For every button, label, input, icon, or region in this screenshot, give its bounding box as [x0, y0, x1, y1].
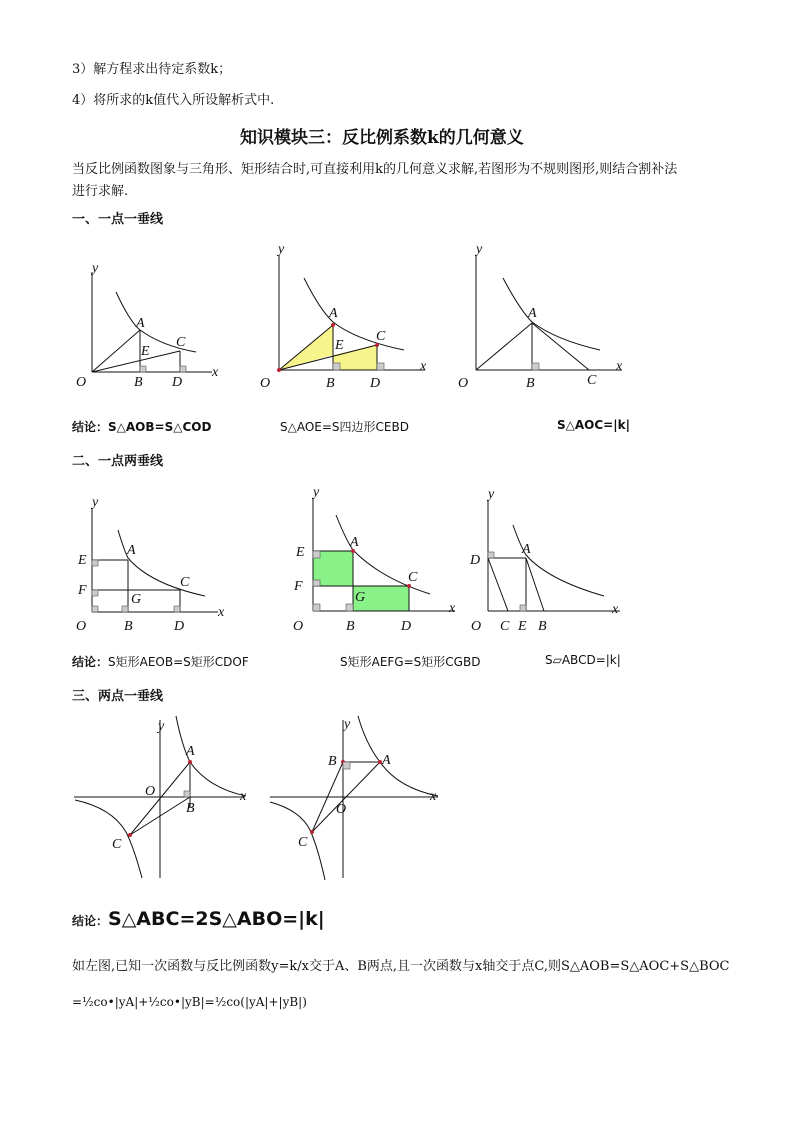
label-e: E: [518, 619, 527, 634]
intro-paragraph-line2: 进行求解.: [72, 184, 129, 199]
label-e: E: [78, 553, 87, 568]
x-axis-label: x: [616, 359, 623, 374]
conclusion-2-prefix: 结论：S矩形AEOB=S矩形CDOF: [72, 655, 249, 669]
y-axis-label: y: [313, 485, 320, 500]
conclusion-2a: S矩形AEOB=S矩形CDOF: [108, 655, 249, 669]
label-a: A: [522, 542, 531, 557]
y-axis-label: y: [158, 719, 165, 734]
y-axis-label: y: [278, 242, 285, 257]
label-b: B: [526, 376, 535, 391]
label-b: B: [186, 801, 195, 816]
label-d: D: [370, 376, 381, 391]
label-f: F: [78, 583, 87, 598]
conclusion-3: 结论：S△ABC=2S△ABO=|k|: [72, 908, 325, 930]
conclusion-3-formula: S△ABC=2S△ABO=|k|: [108, 908, 325, 930]
label-o: O: [145, 784, 156, 799]
x-axis-label: x: [240, 789, 247, 804]
label-e: E: [296, 545, 305, 560]
section-3-title: 三、两点一垂线: [72, 689, 164, 704]
conclusion-1-prefix: 结论：S△AOB=S△COD: [72, 420, 212, 434]
conclusion-1a: S△AOB=S△COD: [108, 420, 212, 434]
label-o: O: [76, 619, 87, 634]
section-2-title: 二、一点两垂线: [72, 454, 164, 469]
x-axis-label: x: [612, 602, 619, 617]
label-f: F: [294, 579, 303, 594]
conclusion-2c: S▱ABCD=|k|: [545, 653, 621, 667]
x-axis-label: x: [212, 365, 219, 380]
label-g: G: [131, 592, 142, 607]
label-g: G: [355, 590, 366, 605]
closing-line2: =½co•|yA|+½co•|yB|=½co(|yA|+|yB|): [72, 995, 307, 1009]
label-o: O: [76, 375, 87, 390]
label-b: B: [346, 619, 355, 634]
label-c: C: [180, 575, 190, 590]
label-a: A: [350, 535, 359, 550]
section-1-title: 一、一点一垂线: [72, 212, 164, 227]
x-axis-label: x: [420, 359, 427, 374]
conclusion-2b: S矩形AEFG=S矩形CGBD: [340, 655, 481, 669]
closing-line1: 如左图,已知一次函数与反比例函数y=k/x交于A、B两点,且一次函数与x轴交于点C,则S△AOB=S△AOC+S△BOC: [72, 959, 730, 974]
y-axis-label: y: [92, 261, 99, 276]
label-a: A: [136, 316, 145, 331]
step-4: 4）将所求的k值代入所设解析式中.: [72, 93, 275, 108]
x-axis-label: x: [449, 601, 456, 616]
label-b: B: [328, 754, 337, 769]
conclusion-1c: S△AOC=|k|: [557, 418, 630, 432]
label-c: C: [408, 570, 418, 585]
label-b: B: [124, 619, 133, 634]
step-3: 3）解方程求出待定系数k；: [72, 62, 232, 77]
label-o: O: [293, 619, 304, 634]
label-c: C: [176, 335, 186, 350]
module-title: 知识模块三：反比例系数k的几何意义: [240, 128, 524, 148]
label-o: O: [260, 376, 271, 391]
label-a: A: [528, 306, 537, 321]
x-axis-label: x: [218, 605, 225, 620]
label-a: A: [382, 753, 391, 768]
label-a: A: [127, 543, 136, 558]
label-e: E: [335, 338, 344, 353]
label-c: C: [376, 329, 386, 344]
label-e: E: [141, 344, 150, 359]
label-o: O: [336, 802, 347, 817]
x-axis-label: x: [430, 789, 437, 804]
label-d: D: [172, 375, 183, 390]
label-d: D: [401, 619, 412, 634]
label-c: C: [112, 837, 122, 852]
label-a: A: [329, 306, 338, 321]
label-c: C: [500, 619, 510, 634]
y-axis-label: y: [92, 495, 99, 510]
label-b: B: [326, 376, 335, 391]
label-c: C: [587, 373, 597, 388]
label-c: C: [298, 835, 308, 850]
conclusion-1b: S△AOE=S四边形CEBD: [280, 420, 409, 434]
label-b: B: [134, 375, 143, 390]
y-axis-label: y: [344, 717, 351, 732]
label-o: O: [458, 376, 469, 391]
label-d: D: [470, 553, 481, 568]
intro-paragraph-line1: 当反比例函数图象与三角形、矩形结合时,可直接利用k的几何意义求解,若图形为不规则图形,则结合割补法: [72, 162, 678, 177]
y-axis-label: y: [476, 242, 483, 257]
y-axis-label: y: [488, 487, 495, 502]
label-b: B: [538, 619, 547, 634]
label-a: A: [186, 744, 195, 759]
label-d: D: [174, 619, 185, 634]
label-o: O: [471, 619, 482, 634]
